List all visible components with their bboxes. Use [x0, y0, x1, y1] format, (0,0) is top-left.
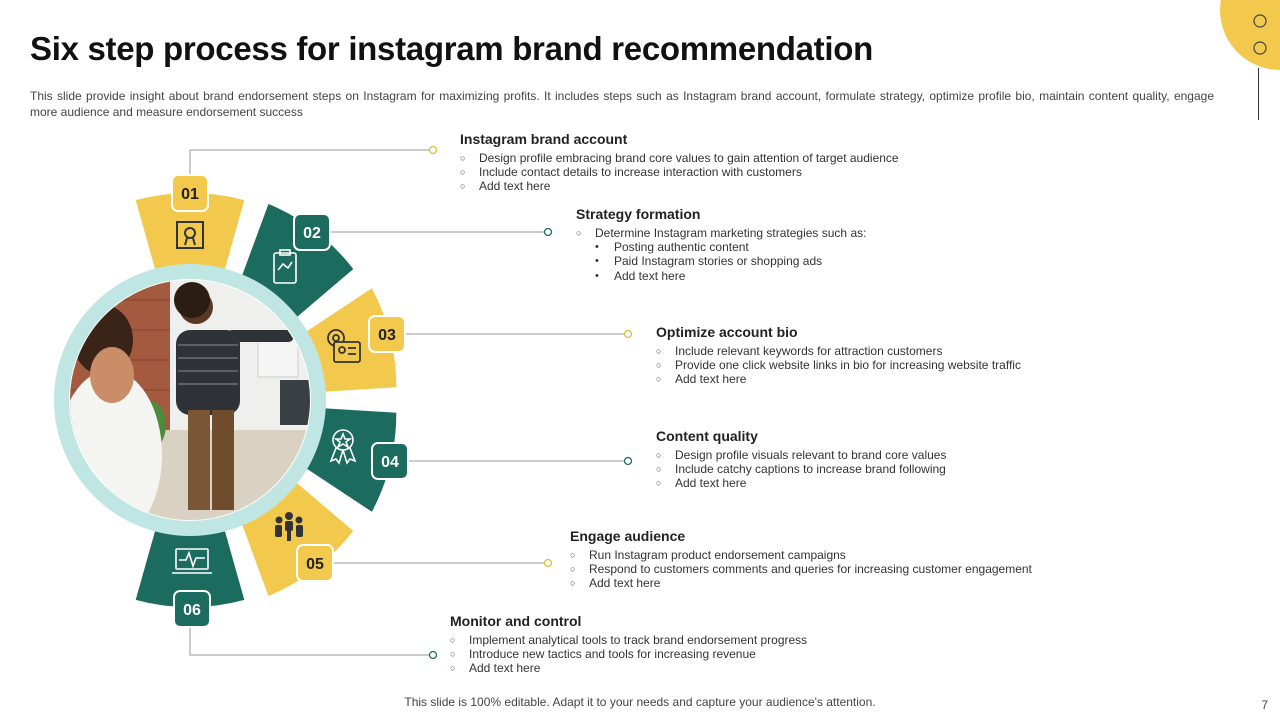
- step-02-sub-bullet: • Paid Instagram stories or shopping ads: [595, 254, 866, 268]
- page-subtitle: This slide provide insight about brand endorsement steps on Instagram for maximizing profits. It includes steps such as Instagram brand account, formulate strategy, optimize profile bio, maintain content quality, engage more audience and measure endorsement success: [30, 89, 1214, 119]
- badge-04-number: 04: [381, 454, 399, 471]
- step-05-bullet: ○ Add text here: [570, 576, 1032, 590]
- step-06-heading: Monitor and control: [450, 613, 582, 629]
- step-02: [576, 206, 866, 283]
- step-04-bullet: ○ Include catchy captions to increase brand following: [656, 462, 946, 476]
- connector-dot-04: [625, 458, 632, 465]
- connector-06: [190, 625, 433, 655]
- step-01-bullet: ○ Add text here: [460, 179, 899, 193]
- step-04-bullet: ○ Design profile visuals relevant to brand core values: [656, 448, 946, 462]
- step-05-heading: Engage audience: [570, 528, 686, 544]
- badge-01: [172, 175, 208, 211]
- step-05: [570, 528, 1032, 591]
- step-02-sub-bullet: • Add text here: [595, 269, 866, 283]
- step-01-bullet: ○ Include contact details to increase interaction with customers: [460, 165, 899, 179]
- footer-note: This slide is 100% editable. Adapt it to your needs and capture your audience's attention.: [404, 695, 876, 709]
- step-06-bullet: ○ Implement analytical tools to track brand endorsement progress: [450, 633, 807, 647]
- badge-02-number: 02: [303, 225, 321, 242]
- badge-05-number: 05: [306, 556, 324, 573]
- step-06-bullet: ○ Add text here: [450, 661, 807, 675]
- step-02-sub-bullet: • Posting authentic content: [595, 240, 866, 254]
- step-02-heading: Strategy formation: [576, 206, 701, 222]
- step-02-bullet: ○ Determine Instagram marketing strategies such as:: [576, 226, 866, 240]
- step-06: [450, 613, 807, 676]
- badge-05: [297, 545, 333, 581]
- step-03: [656, 324, 1021, 387]
- step-01: [460, 131, 899, 194]
- step-01-bullet: ○ Design profile embracing brand core values to gain attention of target audience: [460, 151, 899, 165]
- connector-dot-03: [625, 331, 632, 338]
- connector-dot-01: [430, 147, 437, 154]
- connector-01: [190, 150, 433, 175]
- page-number: 7: [1261, 698, 1268, 712]
- step-06-bullet: ○ Introduce new tactics and tools for increasing revenue: [450, 647, 807, 661]
- step-03-heading: Optimize account bio: [656, 324, 798, 340]
- step-03-bullet: ○ Include relevant keywords for attraction customers: [656, 344, 1021, 358]
- badge-04: [372, 443, 408, 479]
- connector-dot-05: [545, 560, 552, 567]
- step-03-bullet: ○ Provide one click website links in bio for increasing website traffic: [656, 358, 1021, 372]
- badge-06: [174, 591, 210, 627]
- badge-02: [294, 214, 330, 250]
- step-03-bullet: ○ Add text here: [656, 372, 1021, 386]
- step-04-heading: Content quality: [656, 428, 758, 444]
- badge-06-number: 06: [183, 602, 201, 619]
- badge-03: [369, 316, 405, 352]
- step-01-heading: Instagram brand account: [460, 131, 628, 147]
- step-04: [656, 428, 946, 491]
- badge-01-number: 01: [181, 186, 199, 203]
- step-05-bullet: ○ Run Instagram product endorsement campaigns: [570, 548, 1032, 562]
- connector-dot-02: [545, 229, 552, 236]
- badge-03-number: 03: [378, 327, 396, 344]
- step-04-bullet: ○ Add text here: [656, 476, 946, 490]
- page-title: Six step process for instagram brand recommendation: [30, 30, 873, 67]
- connector-dot-06: [430, 652, 437, 659]
- step-05-bullet: ○ Respond to customers comments and queries for increasing customer engagement: [570, 562, 1032, 576]
